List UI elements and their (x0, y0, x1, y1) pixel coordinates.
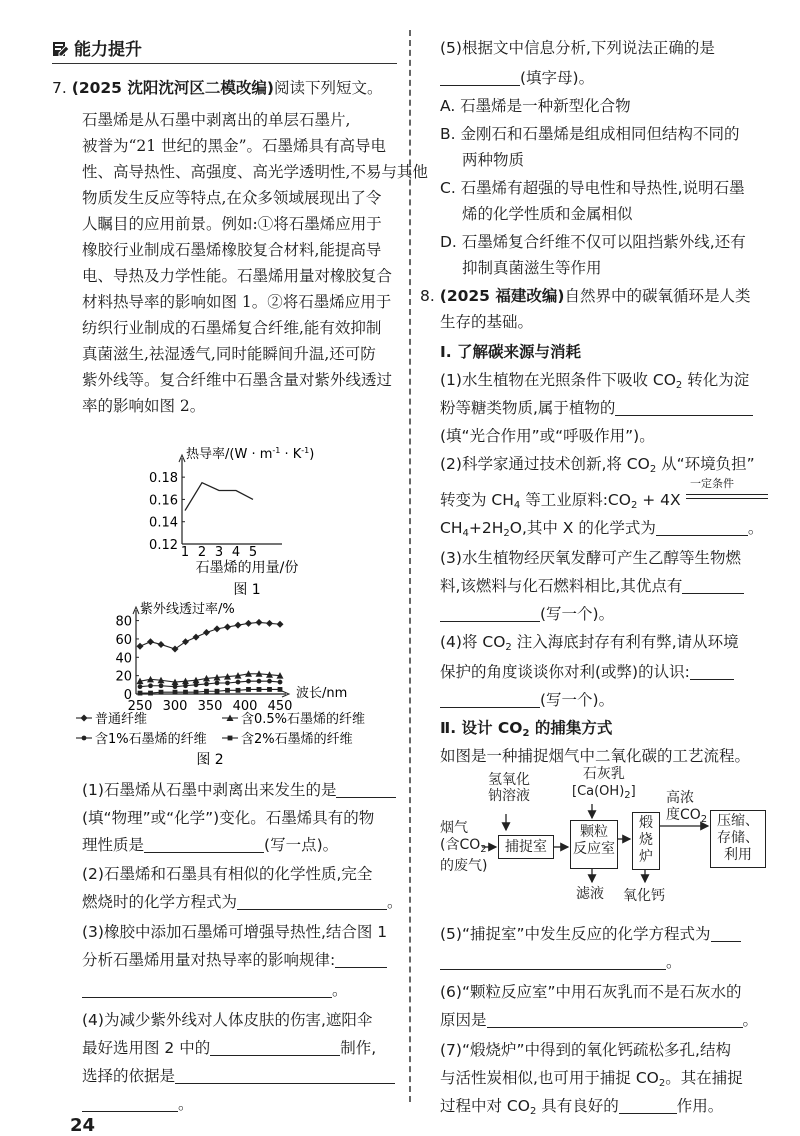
data-point (278, 680, 283, 685)
data-point (204, 682, 209, 687)
option-d-cont: 抑制真菌滋生等作用 (462, 259, 602, 277)
y-tick-label: 0.12 (149, 538, 178, 553)
q7-s3-text: 分析石墨烯用量对热导率的影响规律: (82, 951, 336, 969)
data-point (203, 629, 210, 636)
passage-line: 橡胶行业制成石墨烯橡胶复合材料,能提高导 (82, 241, 382, 259)
option-b: B. 金刚石和石墨烯是组成相同但结构不同的 (440, 125, 740, 143)
q8-s1-line3: (填“光合作用”或“呼吸作用”)。 (440, 427, 655, 445)
part2-text: 的捕集方式 (529, 719, 613, 737)
q8-s2-text: 转变为 CH (440, 491, 514, 509)
data-point (256, 619, 263, 626)
passage-line: 率的影响如图 2。 (82, 397, 206, 415)
lime-formula (572, 783, 636, 804)
q8-s2-text: CH (440, 519, 463, 537)
legend-label: 含1%石墨烯的纤维 (95, 732, 207, 747)
q8-s3-line2 (440, 576, 744, 596)
q8-s3-answer-blank-2[interactable] (440, 605, 540, 622)
calciner-text: 炉 (639, 849, 653, 865)
option-b-cont: 两种物质 (462, 151, 525, 169)
subscript: 2 (522, 728, 530, 739)
store-text: 压缩、 (717, 813, 759, 829)
q8-s4-text: (写一个)。 (540, 691, 615, 709)
header-rule (52, 63, 397, 64)
data-point (193, 634, 200, 641)
q7-s3-line3 (82, 980, 348, 1000)
reaction-arrow-line (686, 498, 768, 499)
q8-s2-line3 (440, 518, 763, 544)
q7-s4-period: 。 (178, 1095, 194, 1113)
q7-s1-line1 (82, 780, 396, 800)
q7-s1-property-blank[interactable] (144, 836, 264, 853)
q8-s2-text: O,其中 X 的化学式为 (509, 519, 656, 537)
x-tick-label: 250 (127, 699, 153, 714)
q8-s6-text: 原因是 (440, 1011, 487, 1029)
data-point (183, 683, 188, 688)
co2-capture-flowchart (420, 766, 772, 910)
q8-s3-line1: (3)水生植物经厌氧发酵可产生乙醇等生物燃 (440, 549, 741, 567)
flue-text: (含CO (440, 837, 481, 853)
x-tick-label: 4 (231, 545, 241, 560)
q7-s4-text: 制作, (340, 1039, 377, 1057)
data-point (257, 687, 262, 692)
q7-s2-line2 (82, 892, 403, 912)
q7-title (52, 78, 382, 98)
q8-s5-line1 (440, 924, 741, 944)
q7-s4-reason-blank[interactable] (175, 1067, 395, 1084)
data-point (266, 620, 273, 627)
data-point (172, 646, 179, 653)
figure-1-chart (142, 440, 362, 600)
data-point (236, 688, 241, 693)
subscript: 2 (503, 528, 510, 539)
q8-s6-line2 (440, 1010, 758, 1030)
y-tick-label: 60 (115, 632, 132, 648)
data-point (182, 638, 189, 645)
subscript: 2 (480, 844, 487, 855)
flue-text: 的废气) (440, 858, 488, 874)
q8-s7-text: 过程中对 CO (440, 1097, 530, 1115)
lime-milk-label (572, 766, 636, 804)
passage-line: 人瞩目的应用前景。例如:①将石墨烯应用于 (82, 215, 382, 233)
passage-line: 真菌滋生,祛湿透气,同时能瞬间升温,还可防 (82, 345, 376, 363)
q7-s4-line3 (82, 1066, 395, 1086)
q8-intro-cont: 生存的基础。 (440, 313, 534, 331)
q7-s3-period: 。 (332, 981, 348, 999)
granule-reactor-box (570, 820, 618, 869)
data-point (257, 679, 262, 684)
q8-s7-text: 作用。 (676, 1097, 724, 1115)
q8-s7-line2 (440, 1068, 743, 1094)
q8-s3-answer-blank[interactable] (682, 577, 744, 594)
subscript: 2 (529, 1106, 537, 1117)
data-point (204, 689, 209, 694)
q7-s4-line4 (82, 1094, 194, 1114)
data-point (225, 688, 230, 693)
store-text: 存储、 (717, 830, 759, 846)
legend-label: 含0.5%石墨烯的纤维 (241, 712, 366, 727)
q8-s2-period: 。 (747, 519, 764, 537)
high-co2-label (666, 790, 707, 828)
naoh-label (488, 772, 530, 804)
y-tick-label: 40 (115, 651, 132, 667)
q8-s7-line3 (440, 1096, 723, 1122)
filtrate-label: 滤液 (576, 886, 604, 902)
q8-s4-answer-blank[interactable] (690, 663, 734, 680)
passage-line: 紫外线等。复合纤维中石墨含量对紫外线透过 (82, 371, 393, 389)
data-point (267, 679, 272, 684)
x-tick-label: 1 (180, 545, 190, 560)
calciner-box (632, 812, 660, 870)
naoh-text: 氢氧化 (488, 772, 530, 788)
x-tick-label: 350 (197, 699, 223, 714)
q8-s2-text: 等工业原料:CO (520, 491, 631, 509)
q8-s1-answer-blank[interactable] (615, 399, 753, 416)
high-co2-text: 高浓 (666, 790, 694, 806)
data-point (159, 683, 164, 688)
q8-s2-text: +2H (468, 519, 504, 537)
q7-s3-line1: (3)橡胶中添加石墨烯可增强导热性,结合图 1 (82, 923, 388, 941)
q7-s2-line1: (2)石墨烯和石墨具有相似的化学性质,完全 (82, 865, 373, 883)
q8-s4-line3 (440, 690, 614, 710)
x-tick-label: 400 (232, 699, 258, 714)
data-point (246, 687, 251, 692)
q8-part2-heading (440, 718, 612, 744)
chart-title: 图 1 (233, 582, 261, 598)
q8-s2-text: 从“环境负担” (656, 455, 755, 473)
lime-text: 石灰乳 (582, 766, 625, 782)
data-point (235, 622, 242, 629)
question-source: (2025 沈阳沈河区二模改编) (71, 79, 274, 97)
question-source: (2025 福建改编) (439, 287, 565, 305)
option-a: A. 石墨烯是一种新型化合物 (440, 97, 631, 115)
data-point (183, 690, 188, 695)
store-text: 利用 (724, 847, 752, 863)
q8-s4-line2 (440, 662, 734, 682)
q8-s7-line1: (7)“煅烧炉”中得到的氧化钙疏松多孔,结构 (440, 1041, 731, 1059)
flow-intro: 如图是一种捕捉烟气中二氧化碳的工艺流程。 (440, 747, 751, 765)
subscript: 2 (624, 790, 631, 801)
y-tick-label: 0.14 (149, 515, 178, 531)
series-line (185, 483, 253, 511)
data-point (137, 643, 144, 650)
q7-s1-text: (写一点)。 (264, 836, 339, 854)
data-point (267, 687, 272, 692)
q8-s4-answer-blank-2[interactable] (440, 691, 540, 708)
reaction-condition: 一定条件 (690, 477, 734, 490)
q7-s4-reason-blank-2[interactable] (82, 1095, 178, 1112)
q8-s2-line2 (440, 490, 681, 516)
section-title: 能力提升 (74, 40, 142, 60)
x-tick-label: 300 (162, 699, 188, 714)
passage-line: 电、导热及力学性能。石墨烯用量对橡胶复合 (82, 267, 393, 285)
y-tick-label: 80 (115, 614, 132, 630)
q8-s5-answer-blank-2[interactable] (440, 953, 666, 970)
q7-s3-answer-blank-2[interactable] (82, 981, 332, 998)
column-divider (409, 30, 411, 1102)
data-point (225, 681, 230, 686)
passage-line: 材料热导率的影响如图 1。②将石墨烯应用于 (82, 293, 392, 311)
chart-title: 图 2 (196, 752, 224, 768)
q7-s4-line2 (82, 1038, 376, 1058)
x-tick-label: 5 (248, 545, 258, 560)
x-tick-label: 450 (267, 699, 293, 714)
q7-s1-text: (1)石墨烯从石墨中剥离出来发生的是 (82, 781, 337, 799)
figure-2-chart (72, 600, 412, 768)
data-point (138, 684, 143, 689)
q8-s4-text: (4)将 CO (440, 633, 506, 651)
q8-s4-text: 保护的角度谈谈你对利(或弊)的认识: (440, 663, 690, 681)
q7-s4-text: 选择的依据是 (82, 1067, 176, 1085)
subscript: 4 (462, 528, 469, 539)
q7-s2-text: 燃烧时的化学方程式为 (82, 893, 238, 911)
q7-s4-text: 最好选用图 2 中的 (82, 1039, 211, 1057)
q8-s7-text: 。其在捕捉 (665, 1069, 743, 1087)
data-point (245, 620, 252, 627)
legend-label: 普通纤维 (95, 712, 148, 727)
q8-s3-text: (写一个)。 (540, 605, 615, 623)
passage-line: 石墨烯是从石墨中剥离出的单层石墨片, (82, 111, 351, 129)
q7-s5-line2 (440, 68, 594, 88)
subscript: 2 (505, 642, 512, 653)
lime-text: [Ca(OH) (572, 784, 625, 799)
q8-s5-period: 。 (666, 953, 682, 971)
y-tick-label: 0 (123, 688, 132, 703)
q8-s5-answer-blank[interactable] (711, 925, 741, 942)
data-point (158, 641, 165, 648)
q7-s1-line3 (82, 835, 338, 855)
q7-s5-answer-blank[interactable] (440, 69, 520, 86)
pencil-notebook-icon (52, 40, 70, 58)
x-axis-label: 波长/nm (296, 686, 348, 701)
data-point (246, 679, 251, 684)
q8-s1-text: 转化为淀 (682, 371, 750, 389)
option-d: D. 石墨烯复合纤维不仅可以阻挡紫外线,还有 (440, 233, 746, 251)
option-c-cont: 烯的化学性质和金属相似 (462, 205, 633, 223)
passage-line: 被誉为“21 世纪的黑金”。石墨烯具有高导电 (82, 137, 386, 155)
x-axis-label: 石墨烯的用量/份 (195, 560, 299, 576)
subscript: 2 (700, 814, 708, 825)
q7-s4-material-blank[interactable] (210, 1039, 340, 1056)
subscript: 2 (658, 1078, 666, 1089)
legend-label: 含2%石墨烯的纤维 (241, 732, 353, 747)
page-number: 24 (70, 1115, 96, 1136)
data-point (236, 680, 241, 685)
y-tick-label: 0.16 (149, 493, 178, 509)
data-point (215, 689, 220, 694)
q8-s4-line1 (440, 632, 739, 658)
q7-s5-text: (填字母)。 (520, 69, 595, 87)
subscript: 2 (630, 500, 638, 511)
q8-s7-text: 具有良好的 (536, 1097, 619, 1115)
lime-text: ] (630, 784, 636, 799)
q8-s3-line3 (440, 604, 614, 624)
data-point (277, 621, 284, 628)
data-point (194, 682, 199, 687)
question-number: 8. (420, 287, 435, 305)
data-point (147, 638, 154, 645)
q8-s3-text: 料,该燃料与化石燃料相比,其优点有 (440, 577, 683, 595)
q7-s2-period: 。 (387, 893, 403, 911)
high-co2-text: 度CO (666, 807, 701, 823)
q8-s2-text: + 4X (637, 491, 681, 509)
passage-line: 性、高导热性、高强度、高光学透明性,不易与其他 (82, 163, 428, 181)
q8-s6-answer-blank[interactable] (487, 1011, 743, 1028)
q8-part1-heading: Ⅰ. 了解碳来源与消耗 (440, 343, 582, 361)
q7-s3-answer-blank[interactable] (335, 951, 387, 968)
data-point (159, 690, 164, 695)
q8-s1-line1 (440, 370, 749, 396)
passage-line: 纺织行业制成的石墨烯复合纤维,能有效抑制 (82, 319, 382, 337)
granule-text: 反应室 (573, 841, 615, 857)
question-number: 7. (52, 79, 67, 97)
section-header (52, 40, 142, 60)
q8-s1-line2 (440, 398, 753, 418)
flue-gas-label (440, 820, 487, 875)
data-point (278, 687, 283, 692)
high-co2-line-2 (666, 807, 707, 828)
data-point (173, 690, 178, 695)
data-point (138, 691, 143, 696)
q7-s2-answer-blank[interactable] (237, 893, 387, 910)
flue-line-2 (440, 837, 487, 858)
capture-chamber-box: 捕捉室 (498, 835, 554, 859)
legend-marker (81, 715, 88, 722)
y-axis-label: 热导率$/(W \cdot m^{-1} \cdot K^{-1})$ (186, 446, 315, 462)
subscript: 4 (513, 500, 521, 511)
y-tick-label: 20 (115, 669, 132, 685)
data-point (214, 625, 221, 632)
q7-s4-line1: (4)为减少紫外线对人体皮肤的伤害,遮阳伞 (82, 1011, 373, 1029)
data-point (194, 690, 199, 695)
q8-s1-text: (1)水生植物在光照条件下吸收 CO (440, 371, 676, 389)
data-point (173, 684, 178, 689)
granule-text: 颗粒 (580, 824, 608, 840)
q8-title (420, 286, 750, 306)
x-tick-label: 3 (214, 545, 224, 560)
option-c: C. 石墨烯有超强的导电性和导热性,说明石墨 (440, 179, 745, 197)
q8-s6-period: 。 (742, 1011, 759, 1029)
data-point (224, 624, 231, 631)
legend-marker (82, 736, 87, 741)
compress-store-use-box (710, 810, 766, 868)
q8-s7-text: 与活性炭相似,也可用于捕捉 CO (440, 1069, 659, 1087)
passage-line: 物质发生反应等特点,在众多领域展现出了令 (82, 189, 382, 207)
q8-s5-text: (5)“捕捉室”中发生反应的化学方程式为 (440, 925, 711, 943)
data-point (148, 691, 153, 696)
calciner-text: 烧 (639, 832, 653, 848)
q8-s1-text: 粉等糖类物质,属于植物的 (440, 399, 616, 417)
x-tick-label: 2 (197, 545, 207, 560)
q8-s2-text: (2)科学家通过技术创新,将 CO (440, 455, 650, 473)
naoh-text: 钠溶液 (488, 788, 530, 804)
q7-s3-line2 (82, 950, 387, 970)
cao-label: 氧化钙 (623, 888, 665, 904)
q7-s1-answer-blank[interactable] (336, 781, 396, 798)
reaction-arrow-line (686, 494, 768, 495)
part2-text: Ⅱ. 设计 CO (440, 719, 523, 737)
question-intro: 阅读下列短文。 (273, 79, 383, 97)
data-point (148, 683, 153, 688)
q8-s4-text: 注入海底封存有利有弊,请从环境 (511, 633, 739, 651)
y-axis-label: 紫外线透过率/% (140, 602, 235, 617)
q7-s5-line1: (5)根据文中信息分析,下列说法正确的是 (440, 39, 715, 57)
flue-text: 烟气 (440, 820, 468, 836)
q8-s6-line1: (6)“颗粒反应室”中用石灰乳而不是石灰水的 (440, 983, 742, 1001)
legend-marker (228, 736, 233, 741)
q8-s7-answer-blank[interactable] (619, 1097, 677, 1114)
data-point (215, 681, 220, 686)
question-intro: 自然界中的碳氧循环是人类 (564, 287, 751, 305)
q7-s1-text: 理性质是 (82, 836, 145, 854)
q8-s2-answer-blank[interactable] (656, 519, 748, 536)
q7-s1-line2: (填“物理”或“化学”)变化。石墨烯具有的物 (82, 809, 375, 827)
q8-s5-line2 (440, 952, 682, 972)
subscript: 2 (649, 464, 657, 475)
calciner-text: 煅 (639, 815, 653, 831)
y-tick-label: 0.18 (149, 471, 178, 487)
subscript: 2 (675, 380, 683, 391)
